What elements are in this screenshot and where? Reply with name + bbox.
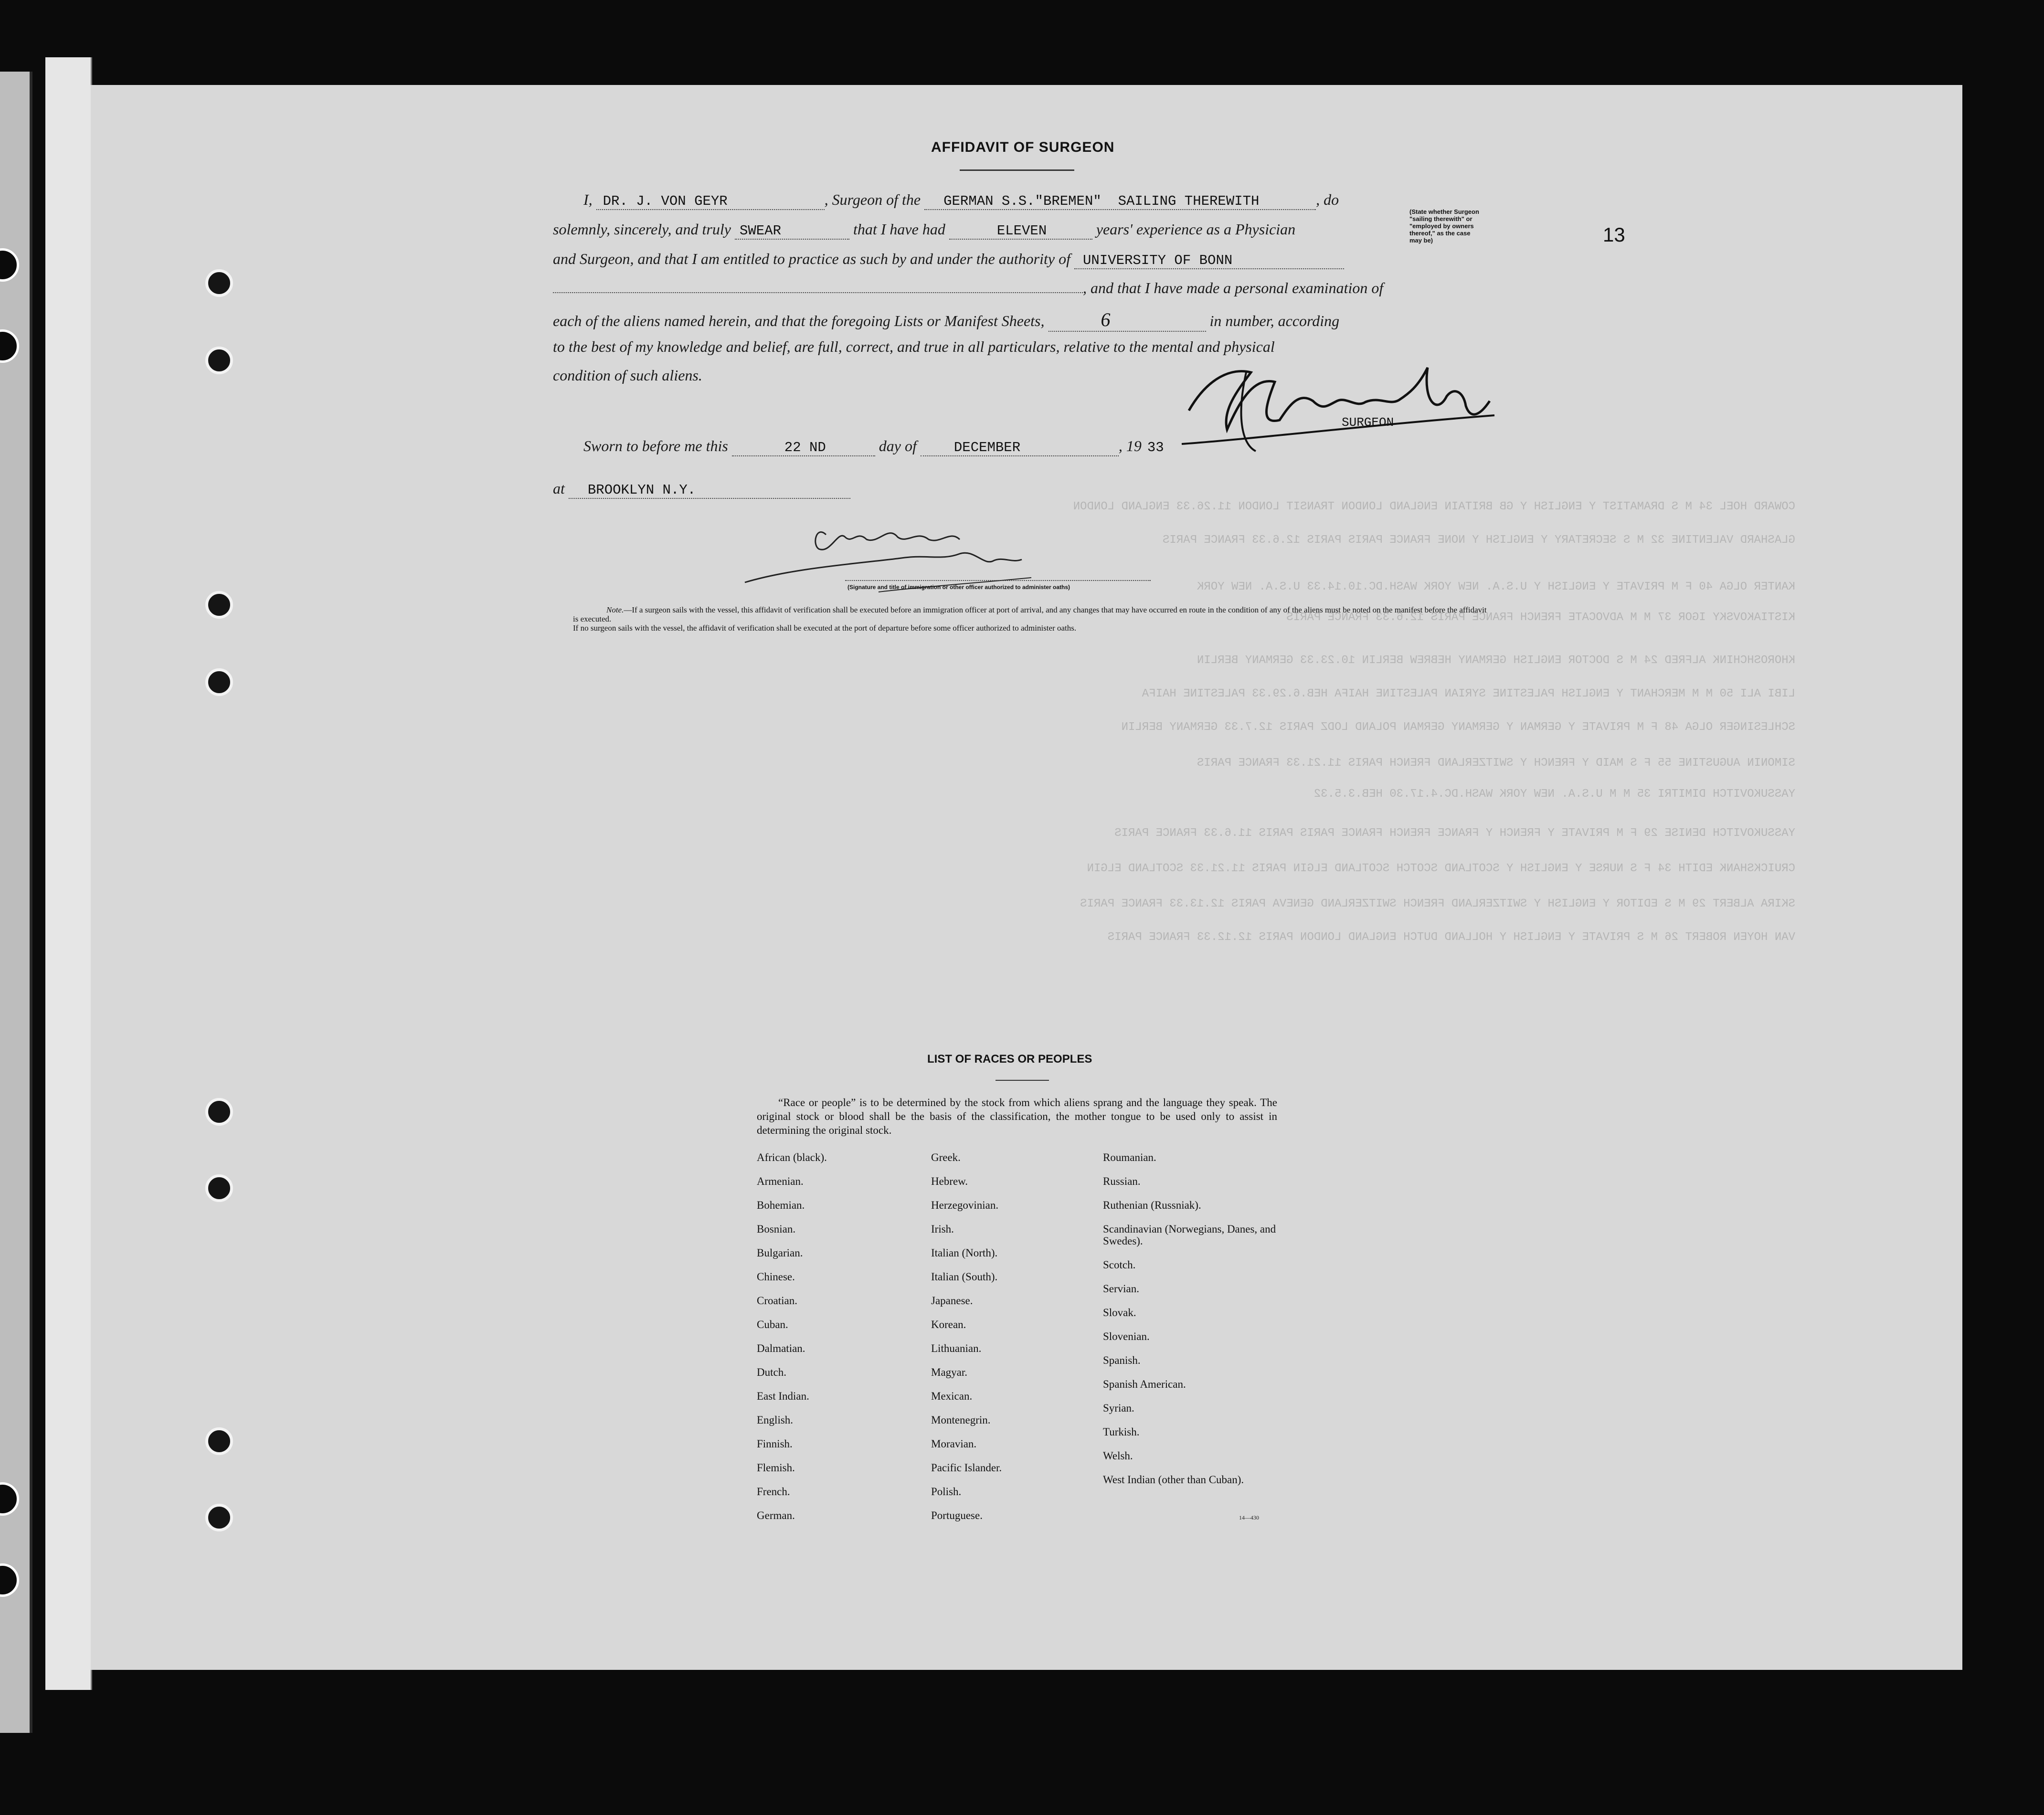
note-paragraph-2: If no surgeon sails with the vessel, the affidavit of verification shall be executed at the port of departure before some officer authorized to administer oaths. [573,623,1077,633]
bleed-through-row: KISTIAKOVSKY IGOR 37 M M ADVOCATE FRENCH FRANCE PARIS 12.6.33 FRANCE PARIS [1286,611,1795,624]
bleed-through-row: VAN HOYEN ROBERT 26 M S PRIVATE Y ENGLISH Y HOLLAND DUTCH ENGLAND LONDON PARIS 12.12.33 FRANCE PARIS [1107,931,1795,944]
race-item: Hebrew. [931,1175,968,1187]
sworn-line [583,437,1184,456]
status-instruction: (State whether Surgeon "sailing therewith" or "employed by owners thereof," as the case may be) [1409,208,1479,244]
title-underline [960,169,1074,171]
sworn-year-field: 33 [1147,440,1164,455]
race-item: West Indian (other than Cuban). [1103,1474,1244,1486]
race-item: Dalmatian. [757,1342,805,1354]
punch-hole [205,1427,233,1455]
punch-hole [205,269,233,297]
bleed-through-row: KHOROSHCHINK ALFRED 24 M S DOCTOR ENGLISH GERMANY HEBREW BERLIN 10.23.33 GERMANY BERLIN [1197,654,1795,667]
race-item: Irish. [931,1223,954,1235]
place-field: BROOKLYN N.Y. [569,482,850,499]
races-column-3 [1103,1151,1294,1498]
races-column-2 [931,1151,1002,1533]
race-item: Spanish. [1103,1354,1141,1366]
verification-note [573,605,1490,633]
officer-signature-rule [845,580,1151,581]
race-item: Syrian. [1103,1402,1134,1414]
form-number: 14—430 [1239,1514,1259,1521]
race-item: Turkish. [1103,1426,1140,1438]
race-item: Greek. [931,1151,961,1163]
affidavit-line-2 [553,221,1295,240]
note-paragraph-1: —If a surgeon sails with the vessel, this affidavit of verification shall be executed before an immigration officer at port of arrival, and any changes that may have occurred en route in the condition of any of the aliens must be noted on the manifest before the affidavit is executed. [573,605,1487,623]
race-item: African (black). [757,1151,827,1163]
vessel-name: GERMAN S.S."BREMEN" [943,193,1101,209]
race-item: Bosnian. [757,1223,796,1235]
sworn-day-field: 22 ND [732,440,875,456]
race-item: East Indian. [757,1390,809,1402]
text-sworn: Sworn to before me this [583,437,728,454]
race-item: Herzegovinian. [931,1199,999,1211]
years-field: ELEVEN [949,223,1092,240]
race-item: English. [757,1414,794,1426]
bleed-through-row: SCHLESINGER OLGA 48 F M PRIVATE Y GERMAN Y GERMANY GERMAN POLAND LODZ PARIS 12.7.33 GERMANY BERLIN [1121,721,1795,734]
officer-caption: (Signature and title of immigration or other officer authorized to administer oaths) [847,584,1070,591]
authority-field: UNIVERSITY OF BONN [1074,253,1344,269]
text-surgeon-of-the: , Surgeon of the [824,191,921,208]
sheets-count-field: 6 [1048,308,1206,332]
text-years-experience: years' experience as a Physician [1096,221,1296,238]
bleed-through-row: COWARD HOEL 34 M S DRAMATIST Y ENGLISH Y GB BRITAIN ENGLAND LONDON TRANSIT LONDON 11.26.33 ENGLAND LONDON [1073,500,1795,513]
race-item: Montenegrin. [931,1414,991,1426]
surgeon-signature [1179,348,1504,458]
text-in-number: in number, according [1209,312,1340,329]
bleed-through-row: YASSUKOVITCH DENISE 29 F M PRIVATE Y FRENCH Y FRANCE FRENCH FRANCE PARIS PARIS 11.6.33 FRANCE PARIS [1114,827,1795,840]
bleed-through-row: SKIRA ALBERT 29 M S EDITOR Y ENGLISH Y SWITZERLAND FRENCH SWITZERLAND GENEVA PARIS 12.13.33 FRANCE PARIS [1080,897,1795,910]
punch-hole [205,1174,233,1202]
surgeon-name-field: DR. J. VON GEYR [596,193,825,210]
race-item: French. [757,1486,790,1498]
race-item: Korean. [931,1319,966,1330]
race-item: Roumanian. [1103,1151,1156,1163]
binder-strip [0,72,32,1733]
race-item: Spanish American. [1103,1378,1186,1390]
page-title: AFFIDAVIT OF SURGEON [931,139,1115,155]
text-year-prefix: , 19 [1118,437,1142,454]
surgeon-signature-label: SURGEON [1342,415,1394,430]
race-item: Moravian. [931,1438,977,1450]
binder-hole [0,1563,19,1597]
race-item: Croatian. [757,1295,797,1307]
race-item: Finnish. [757,1438,793,1450]
affidavit-line-6: to the best of my knowledge and belief, are full, correct, and true in all particulars, relative to the mental and physical [553,338,1275,355]
binder-hole [0,248,19,282]
race-item: Armenian. [757,1175,804,1187]
race-item: Ruthenian (Russniak). [1103,1199,1201,1211]
race-item: Magyar. [931,1366,968,1378]
race-item: Pacific Islander. [931,1462,1002,1474]
race-item: Polish. [931,1486,962,1498]
race-item: Scotch. [1103,1259,1136,1271]
binder-hole [0,1482,19,1516]
bleed-through-row: LIBI ALI 50 M M MERCHANT Y ENGLISH PALESTINE SYRIAN PALESTINE HAIFA HEB.6.29.33 PALESTINE HAIFA [1142,687,1795,700]
affidavit-line-4 [553,279,1383,297]
affidavit-line-1 [583,191,1339,210]
note-lead: Note. [606,605,624,614]
race-item: Italian (North). [931,1247,998,1259]
binder-hole [0,329,19,363]
race-item: Bulgarian. [757,1247,803,1259]
race-item: Welsh. [1103,1450,1133,1462]
affidavit-line-5 [553,308,1339,332]
page-spine [45,57,92,1690]
sworn-month-field: DECEMBER [921,440,1119,456]
race-item: Italian (South). [931,1271,998,1283]
bleed-through-row: KANTER OLGA 40 F M PRIVATE Y ENGLISH Y U.S.A. NEW YORK WASH.DC.10.14.33 U.S.A. NEW YORK [1197,580,1795,593]
punch-hole [205,1098,233,1126]
vessel-field [924,193,1316,210]
race-item: Servian. [1103,1283,1140,1295]
text-solemnly: solemnly, sincerely, and truly [553,221,731,238]
text-i: I, [583,191,593,208]
race-item: Slovenian. [1103,1330,1150,1342]
affidavit-line-7: condition of such aliens. [553,367,702,384]
races-title-underline [996,1080,1049,1081]
text-and-that-i-have: , and that I have made a personal examination of [1083,279,1384,296]
text-day-of: day of [879,437,917,454]
place-line [553,480,850,499]
text-and-surgeon: and Surgeon, and that I am entitled to practice as such by and under the authority of [553,250,1070,267]
race-item: Cuban. [757,1319,788,1330]
race-item: Scandinavian (Norwegians, Danes, and Swedes). [1103,1223,1276,1247]
bleed-through-row: CRUICKSHANK EDITH 34 F S NURSE Y ENGLISH Y SCOTLAND SCOTCH SCOTLAND ELGIN PARIS 11.21.33 SCOTLAND ELGIN [1087,862,1795,875]
race-item: Portuguese. [931,1509,983,1521]
punch-hole [205,347,233,374]
text-each-of-the-aliens: each of the aliens named herein, and that the foregoing Lists or Manifest Sheets, [553,312,1045,329]
text-at: at [553,480,565,497]
bleed-through-row: YASSUKOVITCH DIMITRI 35 M M U.S.A. NEW YORK WASH.DC.4.17.30 HEB.3.5.32 [1313,788,1795,801]
race-item: Japanese. [931,1295,973,1307]
text-do: , do [1316,191,1339,208]
bleed-through-row: GLASHARD VALENTINE 32 M S SECRETARY Y ENGLISH Y NONE FRANCE PARIS PARIS 12.6.33 FRANCE PARIS [1162,534,1795,547]
race-item: Flemish. [757,1462,795,1474]
race-item: Slovak. [1103,1307,1136,1319]
race-item: Russian. [1103,1175,1141,1187]
races-column-1 [757,1151,827,1533]
oath-field: SWEAR [735,223,849,240]
race-item: Mexican. [931,1390,973,1402]
surgeon-status: SAILING THEREWITH [1118,193,1260,209]
races-list-title: LIST OF RACES OR PEOPLES [927,1053,1092,1066]
bleed-through-row: SIMONIN AUGUSTINE 55 F S MAID Y FRENCH Y SWITZERLAND FRENCH PARIS 11.21.33 FRANCE PARIS [1197,757,1795,770]
race-item: Chinese. [757,1271,795,1283]
authority-continued-field [553,292,1083,293]
races-intro: “Race or people” is to be determined by the stock from which aliens sprang and the language they speak. The original stock or blood shall be the basis of the classification, the mother tongue to be used only to assist in determining the original stock. [757,1097,1277,1136]
text-that-i-have-had: that I have had [853,221,945,238]
race-item: Dutch. [757,1366,786,1378]
race-item: German. [757,1509,795,1521]
affidavit-line-3 [553,250,1344,269]
page-number: 13 [1603,223,1625,246]
punch-hole [205,1504,233,1531]
race-item: Lithuanian. [931,1342,982,1354]
race-item: Bohemian. [757,1199,805,1211]
